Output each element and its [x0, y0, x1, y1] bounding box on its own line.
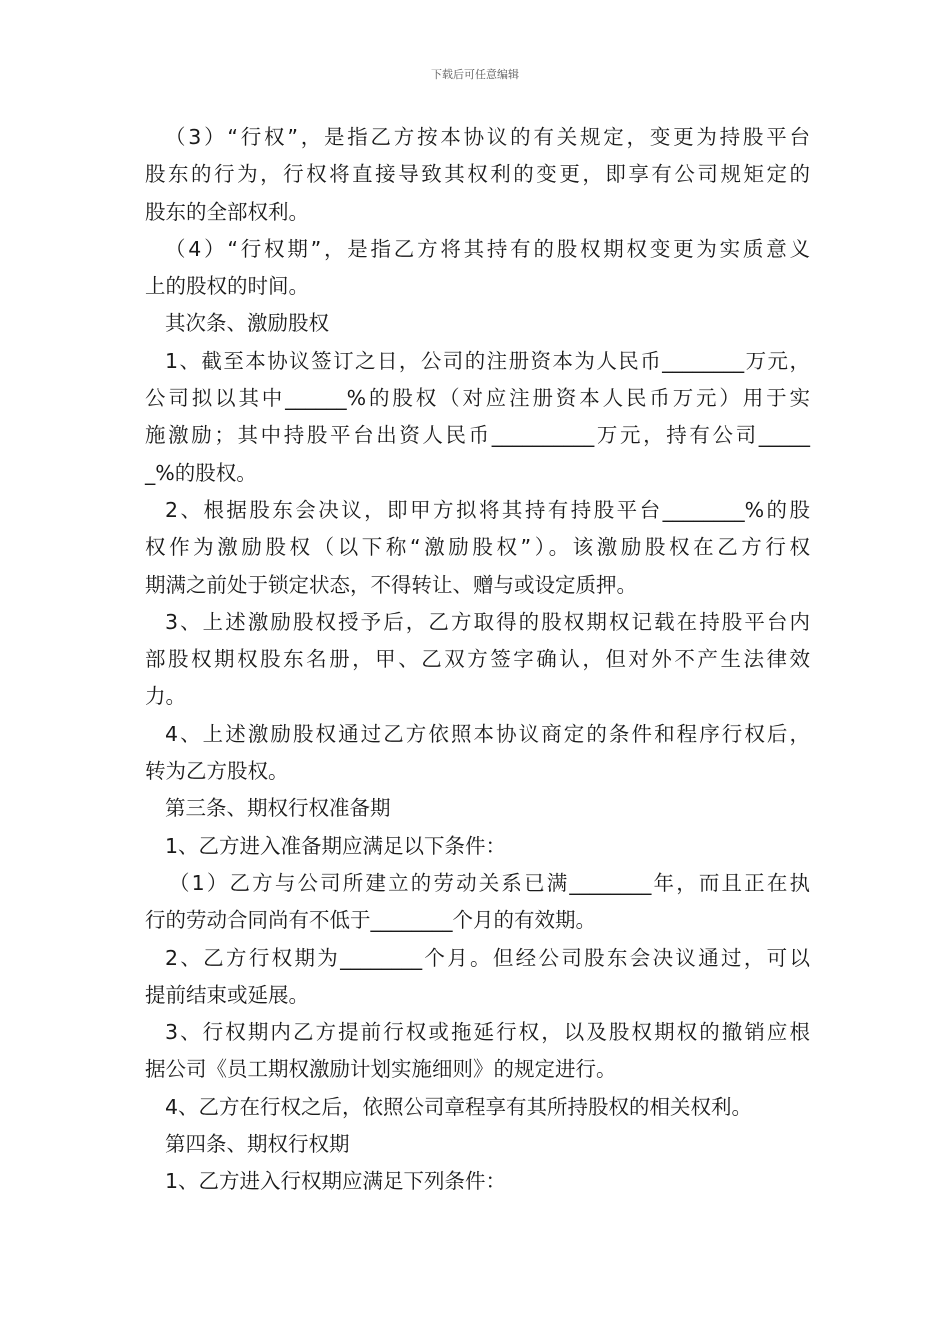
text-line: 上的股权的时间。	[145, 274, 309, 299]
text-line: 4、乙方在行权之后，依照公司章程享有其所持股权的相关权利。	[165, 1094, 753, 1119]
text-line: 部股权期权股东名册，甲、乙双方签字确认，但对外不产生法律效	[145, 647, 810, 672]
text-line: 股东的全部权利。	[145, 199, 309, 224]
text-line: 公司拟以其中______%的股权（对应注册资本人民币万元）用于实	[145, 386, 810, 411]
text-line: 行的劳动合同尚有不低于________个月的有效期。	[145, 908, 596, 933]
text-line: 期满之前处于锁定状态，不得转让、赠与或设定质押。	[145, 572, 637, 597]
text-line: （3）“行权”，是指乙方按本协议的有关规定，变更为持股平台	[165, 125, 810, 149]
text-line: 4、上述激励股权通过乙方依照本协议商定的条件和程序行权后，	[165, 721, 810, 746]
text-line: 2、根据股东会决议，即甲方拟将其持有持股平台________%的股	[165, 497, 810, 522]
text-line: 力。	[145, 684, 186, 709]
section-heading: 第三条、期权行权准备期	[165, 796, 391, 821]
text-line: 股东的行为，行权将直接导致其权利的变更，即享有公司规矩定的	[145, 162, 810, 187]
page-header: 下载后可任意编辑	[431, 68, 519, 81]
section-heading: 第四条、期权行权期	[165, 1132, 350, 1157]
text-line: 提前结束或延展。	[145, 982, 309, 1007]
text-line: 2、乙方行权期为________个月。但经公司股东会决议通过，可以	[165, 945, 810, 970]
text-line: （4）“行权期”，是指乙方将其持有的股权期权变更为实质意义	[165, 236, 810, 261]
text-line: 施激励；其中持股平台出资人民币__________万元，持有公司_____	[145, 423, 810, 448]
text-line: 1、截至本协议签订之日，公司的注册资本为人民币________万元，	[165, 348, 810, 373]
text-line: 3、上述激励股权授予后，乙方取得的股权期权记载在持股平台内	[165, 609, 810, 634]
text-line: 据公司《员工期权激励计划实施细则》的规定进行。	[145, 1057, 617, 1082]
text-line: 3、行权期内乙方提前行权或拖延行权，以及股权期权的撤销应根	[165, 1020, 810, 1045]
text-line: 转为乙方股权。	[145, 759, 289, 784]
text-line: 权作为激励股权（以下称“激励股权”）。该激励股权在乙方行权	[145, 535, 810, 560]
section-heading: 其次条、激励股权	[165, 311, 329, 336]
text-line: _%的股权。	[145, 460, 257, 485]
text-line: 1、乙方进入准备期应满足以下条件：	[165, 833, 507, 858]
text-line: （1）乙方与公司所建立的劳动关系已满________年，而且正在执	[169, 870, 810, 895]
document-body	[145, 119, 810, 1201]
text-line: 1、乙方进入行权期应满足下列条件：	[165, 1169, 507, 1194]
